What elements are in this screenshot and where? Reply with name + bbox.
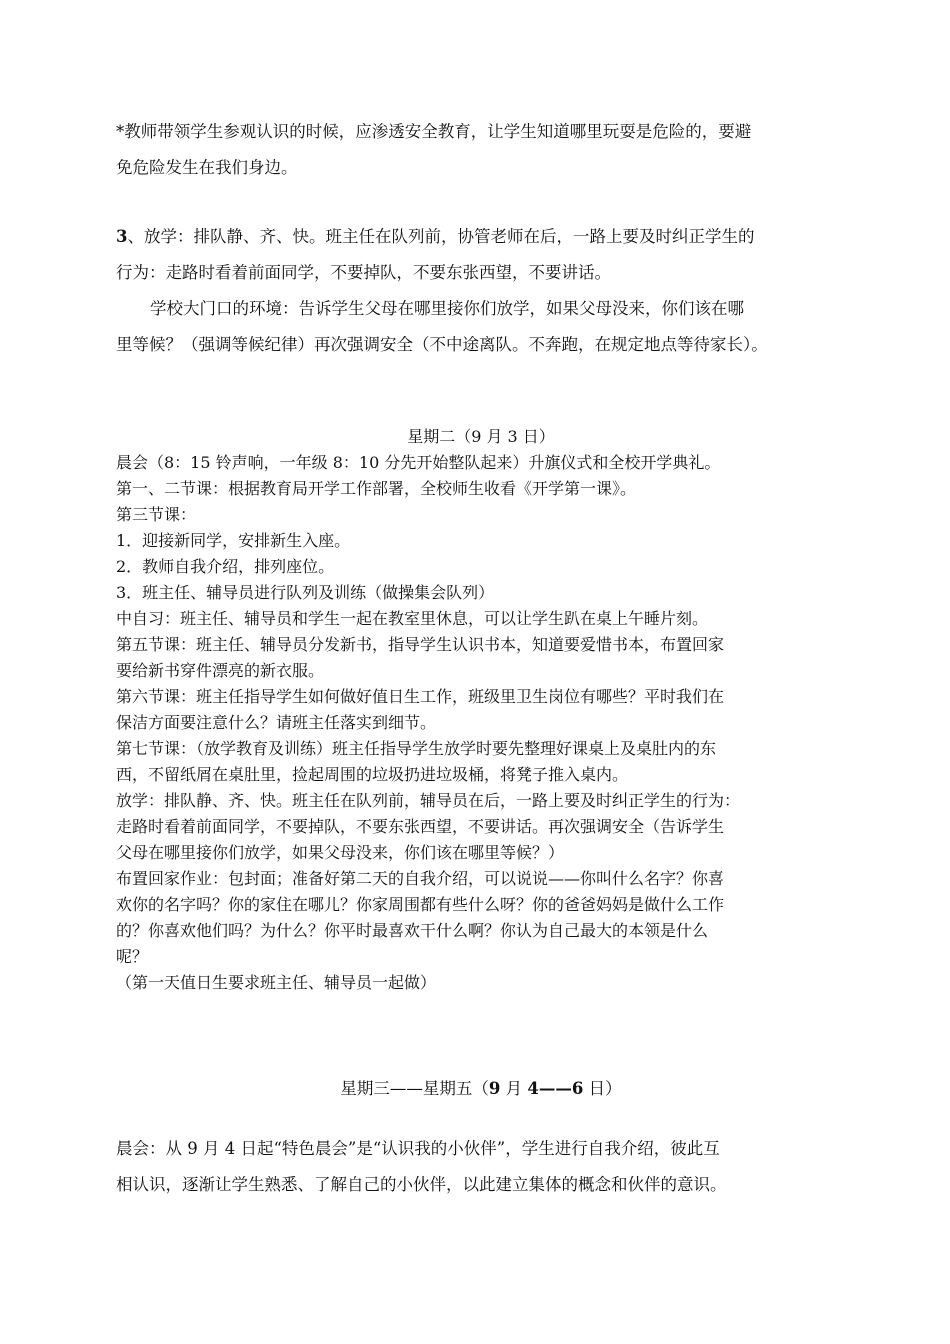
- schedule-line: 3．班主任、辅导员进行队列及训练（做操集会队列）: [116, 583, 495, 602]
- schedule-line: 父母在哪里接你们放学，如果父母没来，你们该在哪里等候？）: [116, 843, 565, 862]
- schedule-line: （第一天值日生要求班主任、辅导员一起做）: [116, 973, 437, 992]
- dismissal-paragraph: [116, 219, 846, 363]
- schedule-line: 晨会（8：15 铃声响，一年级 8：10 分先开始整队起来）升旗仪式和全校开学典礼。: [116, 453, 721, 472]
- schedule-line: 的？你喜欢他们吗？为什么？你平时最喜欢干什么啊？你认为自己最大的本领是什么: [116, 921, 709, 940]
- safety-paragraph: [116, 114, 846, 186]
- schedule-line: 保洁方面要注意什么？请班主任落实到细节。: [116, 713, 437, 732]
- schedule-line: 中自习：班主任、辅导员和学生一起在教室里休息，可以让学生趴在桌上午睡片刻。: [116, 609, 709, 628]
- safety-line-1: *教师带领学生参观认识的时候，应渗透安全教育，让学生知道哪里玩耍是危险的，要避: [116, 122, 752, 141]
- gate-line-1: 学校大门口的环境：告诉学生父母在哪里接你们放学，如果父母没来，你们该在哪: [150, 299, 744, 318]
- schedule-line: 呢？: [116, 947, 149, 966]
- morning-line-2: 相认识，逐渐让学生熟悉、了解自己的小伙伴，以此建立集体的概念和伙伴的意识。: [116, 1175, 727, 1194]
- schedule-line: 要给新书穿件漂亮的新衣服。: [116, 661, 325, 680]
- schedule-line: 2．教师自我介绍，排列座位。: [116, 557, 335, 576]
- schedule-line: 第三节课：: [116, 505, 197, 524]
- dismissal-number: 3: [116, 227, 128, 246]
- schedule-line: 第七节课：（放学教育及训练）班主任指导学生放学时要先整理好课桌上及桌肚内的东: [116, 739, 717, 758]
- schedule-line: 布置回家作业：包封面；准备好第二天的自我介绍，可以说说——你叫什么名字？你喜: [116, 869, 725, 888]
- schedule-line: 走路时看着前面同学，不要掉队，不要东张西望，不要讲话。再次强调安全（告诉学生: [116, 817, 725, 836]
- morning-line-1: 晨会：从 9 月 4 日起“特色晨会”是“认识我的小伙伴”，学生进行自我介绍，彼此互: [116, 1139, 720, 1158]
- tuesday-schedule: [116, 450, 846, 996]
- dismissal-line-1: [116, 219, 846, 255]
- dismissal-line-1-text: 、放学：排队静、齐、快。班主任在队列前，协管老师在后，一路上要及时纠正学生的: [127, 227, 755, 246]
- gate-line-2: 里等候？（强调等候纪律）再次强调安全（不中途离队。不奔跑，在规定地点等待家长）。: [116, 335, 768, 354]
- schedule-line: 第一、二节课：根据教育局开学工作部署，全校师生收看《开学第一课》。: [116, 479, 637, 498]
- wed-fri-title: [116, 1071, 846, 1107]
- morning-meeting-paragraph: [116, 1131, 846, 1203]
- safety-line-2: 免危险发生在我们身边。: [116, 158, 298, 177]
- wed-fri-title-b: 9: [488, 1079, 501, 1098]
- tuesday-title: 星期二（9 月 3 日）: [407, 427, 555, 446]
- wed-fri-title-a: 星期三——星期五（: [340, 1079, 489, 1098]
- schedule-line: 1．迎接新同学，安排新生入座。: [116, 531, 351, 550]
- schedule-line: 第五节课：班主任、辅导员分发新书，指导学生认识书本，知道要爱惜书本，布置回家: [116, 635, 725, 654]
- wed-fri-title-d: 4——6: [527, 1079, 584, 1098]
- schedule-line: 欢你的名字吗？你的家住在哪儿？你家周围都有些什么呀？你的爸爸妈妈是做什么工作: [116, 895, 725, 914]
- schedule-line: 第六节课：班主任指导学生如何做好值日生工作，班级里卫生岗位有哪些？平时我们在: [116, 687, 725, 706]
- schedule-line: 西，不留纸屑在桌肚里，捡起周围的垃圾扔进垃圾桶，将凳子推入桌内。: [116, 765, 629, 784]
- wed-fri-title-c: 月: [500, 1079, 528, 1098]
- wed-fri-title-e: 日）: [583, 1079, 622, 1098]
- dismissal-line-2: 行为：走路时看着前面同学，不要掉队，不要东张西望，不要讲话。: [116, 263, 611, 282]
- schedule-line: 放学：排队静、齐、快。班主任在队列前，辅导员在后，一路上要及时纠正学生的行为：: [116, 791, 741, 810]
